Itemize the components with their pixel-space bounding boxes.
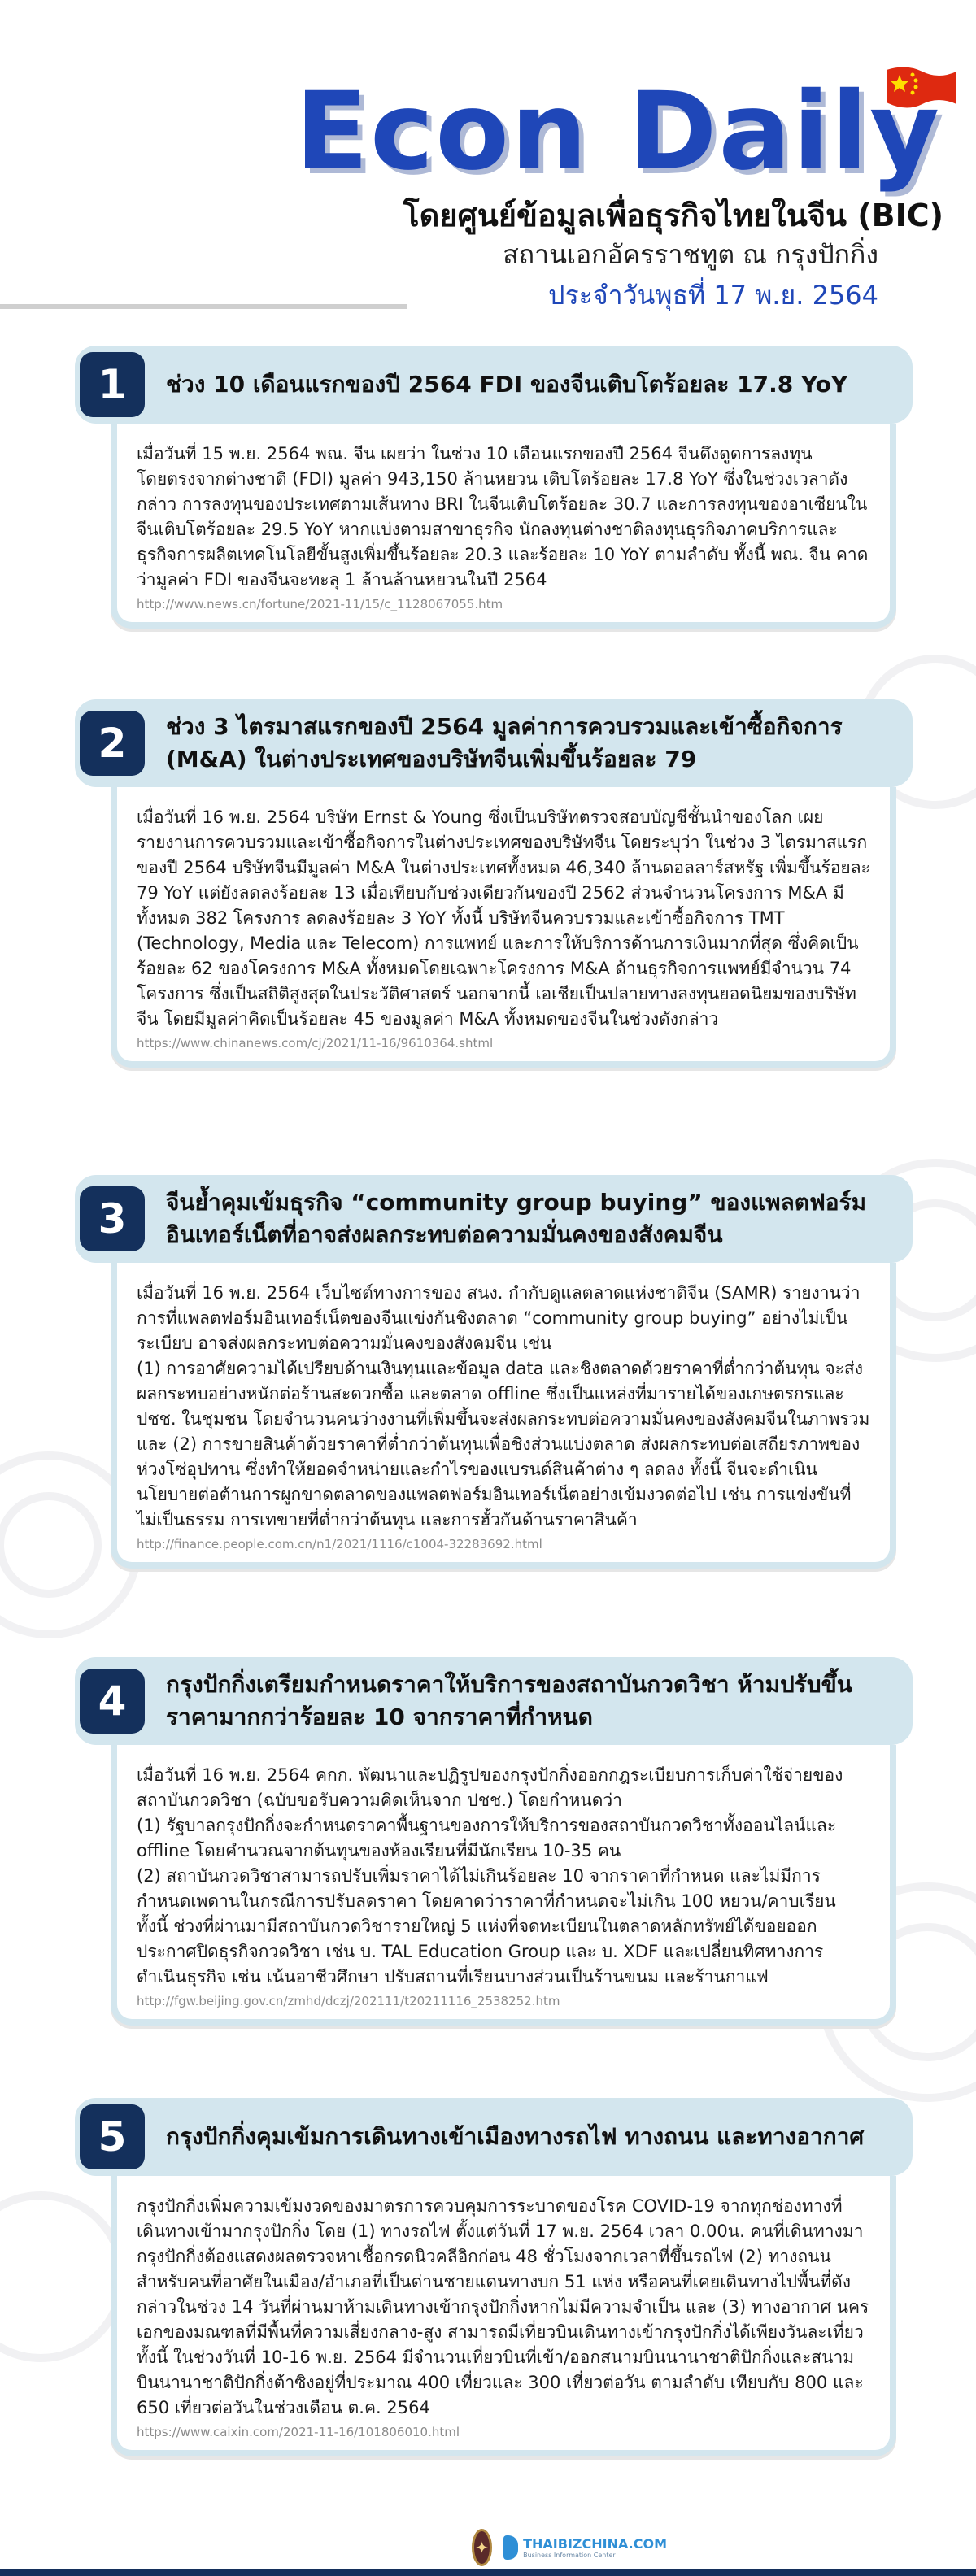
news-section-1 (75, 346, 913, 629)
header-divider (0, 304, 407, 309)
page-title: Econ Daily (294, 69, 942, 194)
section-paragraph: เมื่อวันที่ 16 พ.ย. 2564 คกก. พัฒนาและปฏิรูปของกรุงปักกิ่งออกกฎระเบียบการเก็บค่าใช้จ่ายของสถาบันกวดวิชา (ฉบับขอรับความคิดเห็นจาก ปชช.) โดยกำหนดว่า (137, 1765, 843, 1810)
section-number-badge: 4 (80, 1669, 145, 1734)
section-header (75, 1657, 913, 1745)
section-paragraph: (1) การอาศัยความได้เปรียบด้านเงินทุนและข้อมูล data และชิงตลาดด้วยราคาที่ต่ำกว่าต้นทุน จะส่งผลกระทบอย่างหนักต่อร้านสะดวกซื้อ และตลาด offline ซึ่งเป็นแหล่งที่มารายได้ของเกษตรกรและ ปชช. ในชุมชน โดยจำนวนคนว่างงานที่เพิ่มขึ้นจะส่งผลกระทบต่อความมั่นคงของสังคมจีนในภาพรวม และ (2) การขายสินค้าด้วยราคาที่ต่ำกว่าต้นทุนเพื่อชิงส่วนแบ่งตลาด ส่งผลกระทบต่อเสถียรภาพของห่วงโซ่อุปทาน ซึ่งทำให้ยอดจำหน่ายและกำไรของแบรนด์สินค้าต่าง ๆ ลดลง ทั้งนี้ จีนจะดำเนินนโยบายต่อต้านการผูกขาดตลาดของแพลตฟอร์มอินเทอร์เน็ตอย่างเข้มงวดต่อไป เช่น การแข่งขันที่ไม่เป็นธรรม การเทขายที่ต่ำกว่าต้นทุน และการฮั้วกันด้านราคาสินค้า (137, 1359, 870, 1530)
page-subtitle: โดยศูนย์ข้อมูลเพื่อธุรกิจไทยในจีน (BIC) (403, 198, 943, 233)
news-section-5 (75, 2098, 913, 2456)
news-section-2 (75, 699, 913, 1068)
news-section-4 (75, 1657, 913, 2026)
section-title: จีนย้ำคุมเข้มธุรกิจ “community group buying” ของแพลตฟอร์มอินเทอร์เน็ตที่อาจส่งผลกระทบต่อความมั่นคงของสังคมจีน (166, 1189, 867, 1248)
section-paragraph: (2) สถาบันกวดวิชาสามารถปรับเพิ่มราคาได้ไม่เกินร้อยละ 10 จากราคาที่กำหนด และไม่มีการกำหนดเพดานในกรณีการปรับลดราคา โดยคาดว่าราคาที่กำหนดจะไม่เกิน 100 หยวน/คาบเรียน ทั้งนี้ ช่วงที่ผ่านมามีสถาบันกวดวิชารายใหญ่ 5 แห่งที่จดทะเบียนในตลาดหลักทรัพย์ได้ขอยออกประกาศปิดธุรกิจกวดวิชา เช่น บ. TAL Education Group และ บ. XDF และเปลี่ยนทิศทางการดำเนินธุรกิจ เช่น เน้นอาชีวศึกษา ปรับสถานที่เรียนบางส่วนเป็นร้านขนม และร้านกาแฟ (137, 1866, 836, 1986)
section-body (111, 424, 896, 629)
source-link[interactable]: http://www.news.cn/fortune/2021-11/15/c_1128067055.htm (137, 597, 503, 611)
thaibizchina-logo-icon[interactable] (503, 2535, 667, 2560)
section-header (75, 1175, 913, 1263)
brand-tagline: Business Information Center (523, 2552, 616, 2559)
brand-name: THAIBIZCHINA.COM (523, 2536, 667, 2552)
section-header (75, 699, 913, 787)
news-section-3 (75, 1175, 913, 1569)
organization-name: สถานเอกอัครราชทูต ณ กรุงปักกิ่ง (503, 239, 878, 270)
source-link[interactable]: http://finance.people.com.cn/n1/2021/1116/c1004-32283692.html (137, 1537, 542, 1551)
section-title: ช่วง 3 ไตรมาสแรกของปี 2564 มูลค่าการควบรวมและเข้าซื้อกิจการ (M&A) ในต่างประเทศของบริษัทจีนเพิ่มขึ้นร้อยละ 79 (166, 713, 843, 772)
embassy-emblem-icon: ✦ (472, 2529, 492, 2566)
section-title: กรุงปักกิ่งคุมเข้มการเดินทางเข้าเมืองทางรถไฟ ทางถนน และทางอากาศ (166, 2123, 865, 2150)
section-number-badge: 1 (80, 352, 145, 417)
section-number-badge: 5 (80, 2104, 145, 2169)
section-title: กรุงปักกิ่งเตรียมกำหนดราคาให้บริการของสถาบันกวดวิชา ห้ามปรับขึ้นราคามากกว่าร้อยละ 10 จากราคาที่กำหนด (166, 1671, 852, 1730)
section-body (111, 1263, 896, 1569)
section-number-badge: 3 (80, 1186, 145, 1251)
footer-logos (472, 2527, 667, 2568)
section-paragraph: เมื่อวันที่ 16 พ.ย. 2564 เว็บไซต์ทางการของ สนง. กำกับดูแลตลาดแห่งชาติจีน (SAMR) รายงานว่า การที่แพลตฟอร์มอินเทอร์เน็ตของจีนแข่งกันชิงตลาด “community group buying” อย่างไม่เป็นระเบียบ อาจส่งผลกระทบต่อความมั่นคงของสังคมจีน เช่น (137, 1283, 861, 1353)
source-link[interactable]: https://www.caixin.com/2021-11-16/101806010.html (137, 2425, 460, 2439)
source-link[interactable]: http://fgw.beijing.gov.cn/zmhd/dczj/202111/t20211116_2538252.htm (137, 1994, 560, 2008)
section-paragraph: (1) รัฐบาลกรุงปักกิ่งจะกำหนดราคาพื้นฐานของการให้บริการของสถาบันกวดวิชาทั้งออนไลน์และ offline โดยคำนวณจากต้นทุนของห้องเรียนที่มีนักเรียน 10-35 คน (137, 1816, 837, 1860)
section-body (111, 1745, 896, 2026)
issue-date: ประจำวันพุธที่ 17 พ.ย. 2564 (548, 280, 878, 311)
section-paragraph: เมื่อวันที่ 15 พ.ย. 2564 พณ. จีน เผยว่า ในช่วง 10 เดือนแรกของปี 2564 จีนดึงดูดการลงทุนโดยตรงจากต่างชาติ (FDI) มูลค่า 943,150 ล้านหยวน เติบโตร้อยละ 17.8 YoY ซึ่งในช่วงเวลาดังกล่าว การลงทุนของประเทศตามเส้นทาง BRI ในจีนเติบโตร้อยละ 30.7 และการลงทุนของอาเซียนในจีนเติบโตร้อยละ 29.5 YoY หากแบ่งตามสาขาธุรกิจ นักลงทุนต่างชาติลงทุนธุรกิจภาคบริการและธุรกิจการผลิตเทคโนโลยีขั้นสูงเพิ่มขึ้นร้อยละ 20.3 และร้อยละ 10 YoY ตามลำดับ ทั้งนี้ พณ. จีน คาดว่ามูลค่า FDI ของจีนจะทะลุ 1 ล้านล้านหยวนในปี 2564 (137, 444, 869, 590)
section-title: ช่วง 10 เดือนแรกของปี 2564 FDI ของจีนเติบโตร้อยละ 17.8 YoY (166, 371, 848, 398)
section-number-badge: 2 (80, 711, 145, 776)
source-link[interactable]: https://www.chinanews.com/cj/2021/11-16/9610364.shtml (137, 1036, 494, 1051)
footer-bar (0, 2569, 976, 2576)
section-body (111, 787, 896, 1068)
section-body (111, 2176, 896, 2456)
section-header (75, 346, 913, 424)
section-header (75, 2098, 913, 2176)
brand-mark (503, 2535, 518, 2560)
section-paragraph: กรุงปักกิ่งเพิ่มความเข้มงวดของมาตรการควบคุมการระบาดของโรค COVID-19 จากทุกช่องทางที่เดินทางเข้ามากรุงปักกิ่ง โดย (1) ทางรถไฟ ตั้งแต่วันที่ 17 พ.ย. 2564 เวลา 0.00น. คนที่เดินทางมากรุงปักกิ่งต้องแสดงผลตรวจหาเชื้อกรดนิวคลีอิกก่อน 48 ชั่วโมงจากเวลาที่ขึ้นรถไฟ (2) ทางถนน สำหรับคนที่อาศัยในเมือง/อำเภอที่เป็นด่านชายแดนทางบก 51 แห่ง หรือคนที่เคยเดินทางไปพื้นที่ดังกล่าวในช่วง 14 วันที่ผ่านมาห้ามเดินทางเข้ากรุงปักกิ่งหากไม่มีความจำเป็น และ (3) ทางอากาศ นครเอกของมณฑลที่มีพื้นที่ความเสี่ยงกลาง-สูง สามารถมีเที่ยวบินเดินทางเข้ากรุงปักกิ่งได้เพียงวันละเที่ยว ทั้งนี้ ในช่วงวันที่ 10-16 พ.ย. 2564 มีจำนวนเที่ยวบินที่เข้า/ออกสนามบินนานาชาติปักกิ่งและสนามบินนานาชาติปักกิ่งต้าซิงอยู่ที่ประมาณ 400 เที่ยวและ 300 เที่ยวต่อวัน ตามลำดับ เทียบกับ 800 และ 650 เที่ยวต่อวันในช่วงเดือน ต.ค. 2564 (137, 2196, 869, 2417)
section-paragraph: เมื่อวันที่ 16 พ.ย. 2564 บริษัท Ernst & Young ซึ่งเป็นบริษัทตรวจสอบบัญชีชั้นนำของโลก เผยรายงานการควบรวมและเข้าซื้อกิจการในต่างประเทศของบริษัทจีน โดยระบุว่า ในช่วง 3 ไตรมาสแรกของปี 2564 บริษัทจีนมีมูลค่า M&A ในต่างประเทศทั้งหมด 46,340 ล้านดอลลาร์สหรัฐ เพิ่มขึ้นร้อยละ 79 YoY แต่ยังลดลงร้อยละ 13 เมื่อเทียบกับช่วงเดียวกันของปี 2562 ส่วนจำนวนโครงการ M&A มีทั้งหมด 382 โครงการ ลดลงร้อยละ 3 YoY ทั้งนี้ บริษัทจีนควบรวมและเข้าซื้อกิจการ TMT (Technology, Media และ Telecom) การแพทย์ และการให้บริการด้านการเงินมากที่สุด ซึ่งคิดเป็นร้อยละ 62 ของโครงการ M&A ทั้งหมดโดยเฉพาะโครงการ M&A ด้านธุรกิจการแพทย์มีจำนวน 74 โครงการ ซึ่งเป็นสถิติสูงสุดในประวัติศาสตร์ นอกจากนี้ เอเชียเป็นปลายทางลงทุนยอดนิยมของบริษัทจีน โดยมีมูลค่าคิดเป็นร้อยละ 45 ของมูลค่า M&A ทั้งหมดของจีนในช่วงดังกล่าว (137, 807, 870, 1029)
